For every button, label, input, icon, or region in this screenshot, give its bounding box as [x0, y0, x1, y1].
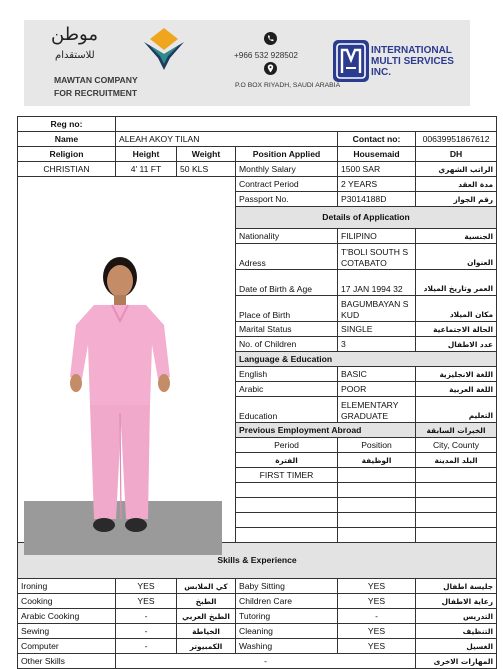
prev-city-value [416, 468, 497, 483]
city-county-arabic: البلد المدينة [416, 453, 497, 468]
prev-empty-period-2 [236, 498, 338, 513]
skill-arabic-cooking-value: - [116, 609, 177, 624]
prev-empty-period-3 [236, 513, 338, 528]
address-label: Adress [236, 244, 338, 270]
skill-children-care-arabic: رعاية الاطفال [416, 594, 497, 609]
skill-cooking-value: YES [116, 594, 177, 609]
skill-cleaning-arabic: التنظيف [416, 624, 497, 639]
skill-arabic-cooking-arabic: الطبخ العربي [177, 609, 236, 624]
skill-cleaning-value: YES [338, 624, 416, 639]
height-header: Height [116, 147, 177, 162]
location-pin-icon [264, 62, 277, 75]
marital-status-label: Marital Status [236, 322, 338, 337]
logo-arabic-main: موطن [51, 24, 98, 45]
po-box-address: P.O BOX RIYADH, SAUDI ARABIA [235, 82, 341, 89]
previous-employment-title: Previous Employment Abroad [236, 423, 416, 438]
place-of-birth-value: BAGUMBAYAN S KUD [338, 296, 416, 322]
skill-computer-arabic: الكمبيوتر [177, 639, 236, 654]
prev-empty-period-4 [236, 528, 338, 543]
monthly-salary-arabic: الراتب الشهري [416, 162, 497, 177]
phone-icon [264, 32, 277, 45]
skill-arabic-cooking-label: Arabic Cooking [18, 609, 116, 624]
prev-empty-position-2 [338, 498, 416, 513]
skill-sewing-arabic: الخياطة [177, 624, 236, 639]
skill-children-care-label: Children Care [236, 594, 338, 609]
skill-cleaning-label: Cleaning [236, 624, 338, 639]
skill-sewing-value: - [116, 624, 177, 639]
arabic-value: POOR [338, 382, 416, 397]
phone-number: +966 532 928502 [234, 51, 298, 60]
weight-value: 50 KLS [177, 162, 236, 177]
children-arabic: عدد الاطفال [416, 337, 497, 352]
skill-ironing-arabic: كي الملابس [177, 579, 236, 594]
other-skills-value: - [116, 654, 416, 669]
education-arabic: التعليم [416, 397, 497, 423]
name-value: ALEAH AKOY TILAN [116, 132, 338, 147]
skill-children-care-value: YES [338, 594, 416, 609]
english-label: English [236, 367, 338, 382]
prev-empty-position-3 [338, 513, 416, 528]
skill-washing-arabic: الغسيل [416, 639, 497, 654]
period-header: Period [236, 438, 338, 453]
contract-period-arabic: مدة العقد [416, 177, 497, 192]
address-arabic: العنوان [416, 244, 497, 270]
children-label: No. of Children [236, 337, 338, 352]
period-arabic: الفترة [236, 453, 338, 468]
contract-period-value: 2 YEARS [338, 177, 416, 192]
skill-baby-sitting-value: YES [338, 579, 416, 594]
nationality-value: FILIPINO [338, 229, 416, 244]
education-value: ELEMENTARY GRADUATE [338, 397, 416, 423]
prev-empty-city-3 [416, 513, 497, 528]
skill-tutoring-value: - [338, 609, 416, 624]
dob-label: Date of Birth & Age [236, 270, 338, 296]
applicant-photo [24, 255, 222, 555]
prev-empty-period [236, 483, 338, 498]
position-arabic: الوظيفة [338, 453, 416, 468]
skill-computer-value: - [116, 639, 177, 654]
photo-cell [18, 177, 236, 543]
prev-empty-position-4 [338, 528, 416, 543]
prev-empty-city-4 [416, 528, 497, 543]
ims-line-3: INC. [371, 67, 391, 78]
passport-label: Passport No. [236, 192, 338, 207]
weight-header: Weight [177, 147, 236, 162]
place-of-birth-arabic: مكان الميلاد [416, 296, 497, 322]
contact-value: 00639951867612 [416, 132, 497, 147]
marital-status-value: SINGLE [338, 322, 416, 337]
skill-washing-label: Washing [236, 639, 338, 654]
arabic-arabic: اللغة العربية [416, 382, 497, 397]
nationality-label: Nationality [236, 229, 338, 244]
reg-no-value [116, 117, 497, 132]
passport-value: P3014188D [338, 192, 416, 207]
skill-sewing-label: Sewing [18, 624, 116, 639]
ims-company-name [371, 45, 454, 78]
education-label: Education [236, 397, 338, 423]
skill-cooking-label: Cooking [18, 594, 116, 609]
place-of-birth-label: Place of Birth [236, 296, 338, 322]
mawtan-logo-block [24, 20, 204, 106]
other-skills-label: Other Skills [18, 654, 116, 669]
religion-header: Religion [18, 147, 116, 162]
address-value: T'BOLI SOUTH S COTABATO [338, 244, 416, 270]
skill-washing-value: YES [338, 639, 416, 654]
company-name [54, 74, 138, 100]
nationality-arabic: الجنسية [416, 229, 497, 244]
ims-logo-icon [333, 40, 369, 82]
monthly-salary-label: Monthly Salary [236, 162, 338, 177]
previous-employment-arabic: الخبرات السابقة [416, 423, 497, 438]
skill-computer-label: Computer [18, 639, 116, 654]
position-applied-header: Position Applied [236, 147, 338, 162]
religion-value: CHRISTIAN [18, 162, 116, 177]
prev-position-value [338, 468, 416, 483]
company-line-1: MAWTAN COMPANY [54, 75, 138, 85]
english-arabic: اللغة الانجليزية [416, 367, 497, 382]
skill-baby-sitting-label: Baby Sitting [236, 579, 338, 594]
other-skills-arabic: المهارات الاخرى [416, 654, 497, 669]
reg-no-label: Reg no: [18, 117, 116, 132]
skill-tutoring-label: Tutoring [236, 609, 338, 624]
dob-arabic: العمر وتاريخ الميلاد [416, 270, 497, 296]
skill-ironing-label: Ironing [18, 579, 116, 594]
letterhead [24, 20, 470, 106]
ims-line-2: MULTI SERVICES [371, 56, 454, 67]
first-timer-value: FIRST TIMER [236, 468, 338, 483]
skill-baby-sitting-arabic: جليسة اطفال [416, 579, 497, 594]
arabic-label: Arabic [236, 382, 338, 397]
skill-tutoring-arabic: التدريس [416, 609, 497, 624]
application-form [17, 116, 497, 669]
logo-arabic-sub: للاستقدام [55, 50, 95, 61]
prev-empty-city [416, 483, 497, 498]
contact-label: Contact no: [338, 132, 416, 147]
ims-line-1: INTERNATIONAL [371, 45, 452, 56]
dob-value: 17 JAN 1994 32 [338, 270, 416, 296]
contract-period-label: Contract Period [236, 177, 338, 192]
company-line-2: FOR RECRUITMENT [54, 88, 138, 98]
language-education-title: Language & Education [236, 352, 497, 367]
skill-cooking-arabic: الطبخ [177, 594, 236, 609]
monthly-salary-value: 1500 SAR [338, 162, 416, 177]
height-value: 4' 11 FT [116, 162, 177, 177]
prev-empty-city-2 [416, 498, 497, 513]
housemaid-header: Housemaid [338, 147, 416, 162]
skill-ironing-value: YES [116, 579, 177, 594]
children-value: 3 [338, 337, 416, 352]
english-value: BASIC [338, 367, 416, 382]
details-of-application-title: Details of Application [236, 207, 497, 229]
position-header: Position [338, 438, 416, 453]
diamond-logo-icon [140, 28, 188, 72]
passport-arabic: رقم الجواز [416, 192, 497, 207]
applicant-photo-area [18, 177, 238, 489]
skills-experience-title: Skills & Experience [18, 543, 497, 579]
name-label: Name [18, 132, 116, 147]
marital-status-arabic: الحالة الاجتماعية [416, 322, 497, 337]
dh-header: DH [416, 147, 497, 162]
city-county-header: City, County [416, 438, 497, 453]
prev-empty-position [338, 483, 416, 498]
